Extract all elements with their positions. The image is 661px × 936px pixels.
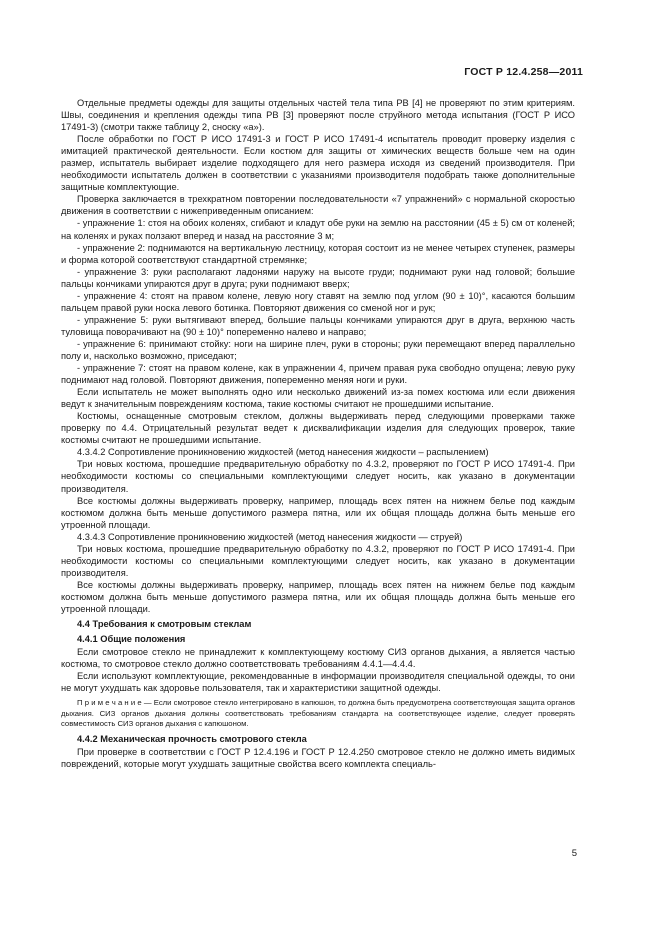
- paragraph: После обработки по ГОСТ Р ИСО 17491-3 и ГОСТ Р ИСО 17491-4 испытатель проводит проверку изделия с имитацией практической деятельности. Если костюм для защиты от химических веществ больше чем на один размер, испытатель выбирает изделие подходящего для него размера исходя из сведений производителя. При необходимости испытатель должен в соответствии с указаниями производителя подобрать также дополнительные защитные комплектующие.: [61, 134, 575, 193]
- section-heading: 4.4 Требования к смотровым стеклам: [77, 619, 252, 630]
- subsection-heading: 4.4.2 Механическая прочность смотрового стекла: [77, 733, 307, 744]
- list-item: - упражнение 1: стоя на обоих коленях, сгибают и кладут обе руки на землю на расстоянии (45 ± 5) см от коленей; на коленях и руках ползают вперед и назад на расстояние 3 м;: [61, 218, 575, 241]
- paragraph: Если смотровое стекло не принадлежит к комплектующему костюму СИЗ органов дыхания, а является частью костюма, то смотровое стекло должно соответствовать требованиям 4.4.1—4.4.4.: [61, 647, 575, 670]
- subsection-heading: 4.3.4.2 Сопротивление проникновению жидкостей (метод нанесения жидкости – распылением): [77, 447, 489, 458]
- paragraph: Если используют комплектующие, рекомендованные в информации производителя специальной одежды, то они не могут ухудшать как здоровье пользователя, так и характеристики защитной одежды.: [61, 671, 575, 694]
- paragraph: Если испытатель не может выполнять одно или несколько движений из-за помех костюма или если движения ведут к значительным повреждениям костюма, такие костюмы считают не прошедшими испытание.: [61, 387, 575, 410]
- list-item: - упражнение 5: руки вытягивают вперед, большие пальцы кончиками упираются друг в друга, верхнюю часть туловища поворачивают на (90 ± 10)° попеременно налево и направо;: [61, 314, 575, 337]
- page-number: 5: [571, 848, 577, 859]
- paragraph: При проверке в соответствии с ГОСТ Р 12.4.196 и ГОСТ Р 12.4.250 смотровое стекло не должно иметь видимых повреждений, которые могут ухудшать защитные свойства всего комплекта специаль-: [61, 746, 575, 769]
- paragraph: Три новых костюма, прошедшие предварительную обработку по 4.3.2, проверяют по ГОСТ Р ИСО 17491-4. При необходимости костюмы со специальными комплектующими следует носить, как указано в документации производителя.: [61, 543, 575, 578]
- document-body: [61, 97, 575, 770]
- list-item: - упражнение 4: стоят на правом колене, левую ногу ставят на землю под углом (90 ± 10)°, касаются большим пальцем правой руки носка левого ботинка. Повторяют движения со сменой ног и рук;: [61, 290, 575, 313]
- subsection-heading: 4.3.4.3 Сопротивление проникновению жидкостей (метод нанесения жидкости — струей): [77, 531, 463, 542]
- note: П р и м е ч а н и е — Если смотровое стекло интегрировано в капюшон, то должна быть предусмотрена соответствующая защита органов дыхания. СИЗ органов дыхания должны соответствовать требованиям стандарта на соответствующее изделие, следует проверять совместимость СИЗ органов дыхания с капюшоном.: [61, 698, 575, 729]
- paragraph: Отдельные предметы одежды для защиты отдельных частей тела типа PB [4] не проверяют по этим критериям. Швы, соединения и крепления одежды типа PB [3] проверяют после струйного метода испытания (ГОСТ Р ИСО 17491-3) (смотри также таблицу 2, сноску «а»).: [61, 98, 575, 133]
- paragraph: Все костюмы должны выдерживать проверку, например, площадь всех пятен на нижнем белье под каждым костюмом должна быть меньше допустимого размера пятна, или их общая площадь должна быть меньше его утроенной площади.: [61, 579, 575, 614]
- list-item: - упражнение 3: руки располагают ладонями наружу на высоте груди; поднимают руки над головой; большие пальцы кончиками упираются друг в друга; руки поднимают вверх;: [61, 266, 575, 289]
- list-item: - упражнение 7: стоят на правом колене, как в упражнении 4, причем правая рука свободно опущена; левую руку поднимают над головой. Повторяют движения, попеременно меняя ноги и руки.: [61, 363, 575, 386]
- paragraph: Три новых костюма, прошедшие предварительную обработку по 4.3.2, проверяют по ГОСТ Р ИСО 17491-4. При необходимости костюмы со специальными комплектующими следует носить, как указано в документации производителя.: [61, 459, 575, 494]
- paragraph: Все костюмы должны выдерживать проверку, например, площадь всех пятен на нижнем белье под каждым костюмом должна быть меньше допустимого размера пятна, или их общая площадь должна быть меньше его утроенной площади.: [61, 495, 575, 530]
- list-item: - упражнение 6: принимают стойку: ноги на ширине плеч, руки в стороны; руки перемещают вперед параллельно полу и, насколько возможно, приседают;: [61, 338, 575, 361]
- paragraph: Проверка заключается в трехкратном повторении последовательности «7 упражнений» с нормальной скоростью движения в соответствии с нижеприведенным описанием:: [61, 194, 575, 217]
- paragraph: Костюмы, оснащенные смотровым стеклом, должны выдерживать перед следующими проверками также проверку по 4.4. Отрицательный результат ведет к дисквалификации изделия для следующих проверок, такие костюмы считают не прошедшими испытание.: [61, 411, 575, 446]
- subsection-heading: 4.4.1 Общие положения: [77, 634, 186, 645]
- list-item: - упражнение 2: поднимаются на вертикальную лестницу, которая состоит из не менее четырех ступенек, размеры и форма которой соответствуют стандартной стремянке;: [61, 242, 575, 265]
- standard-code-header: ГОСТ Р 12.4.258—2011: [464, 66, 583, 78]
